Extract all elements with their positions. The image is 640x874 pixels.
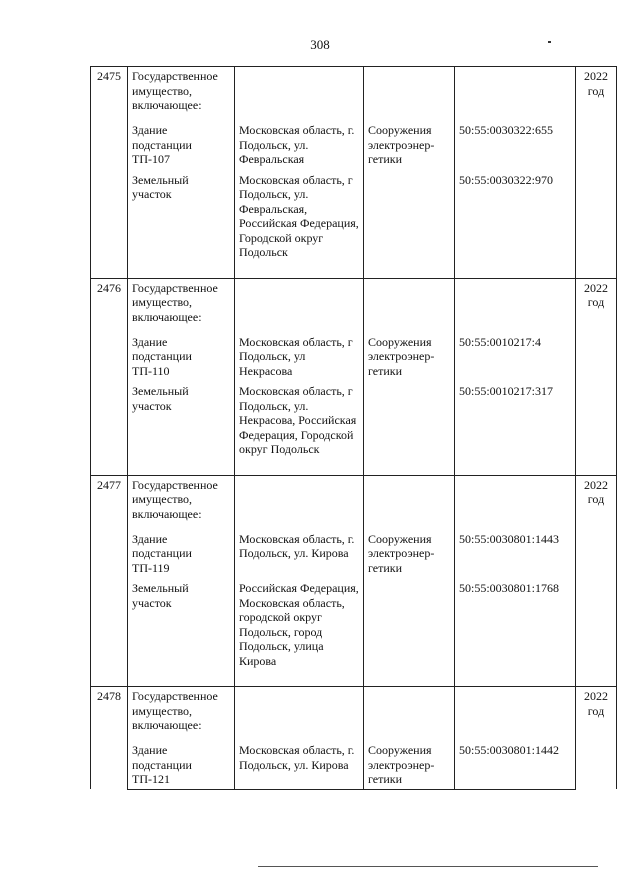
record-title: Государственное имущество, включающее: (128, 687, 235, 740)
empty-cell (455, 278, 576, 331)
property-registry-table (90, 66, 617, 790)
item-row (91, 528, 617, 578)
item-cadastral-number: 50:55:0030322:970 (455, 169, 576, 279)
item-row (91, 739, 617, 789)
record-row-2477 (91, 475, 617, 528)
item-cadastral-number: 50:55:0030801:1442 (455, 739, 576, 789)
item-cadastral-number: 50:55:0010217:4 (455, 331, 576, 381)
item-purpose (364, 577, 455, 687)
empty-cell (364, 278, 455, 331)
item-purpose: Сооружения электроэнер-гетики (364, 331, 455, 381)
item-address: Московская область, г. Подольск, ул. Февральская (235, 119, 364, 169)
record-row-2475 (91, 67, 617, 120)
record-number: 2477 (91, 475, 128, 687)
item-address: Московская область, г Подольск, ул Некрасова (235, 331, 364, 381)
record-title: Государственное имущество, включающее: (128, 475, 235, 528)
record-title: Государственное имущество, включающее: (128, 278, 235, 331)
item-name: Здание подстанции ТП-110 (128, 331, 235, 381)
scan-speck (548, 41, 551, 43)
item-name: Земельный участок (128, 577, 235, 687)
empty-cell (455, 687, 576, 740)
item-address: Московская область, г. Подольск, ул. Кирова (235, 739, 364, 789)
item-address: Московская область, г Подольск, ул. Февральская, Российская Федерация, Городской округ Подольск (235, 169, 364, 279)
record-row-2478 (91, 687, 617, 740)
record-year: 2022 год (576, 278, 617, 475)
empty-cell (235, 278, 364, 331)
record-number: 2476 (91, 278, 128, 475)
empty-cell (455, 67, 576, 120)
empty-cell (364, 475, 455, 528)
record-year: 2022 год (576, 475, 617, 687)
item-cadastral-number: 50:55:0030322:655 (455, 119, 576, 169)
empty-cell (364, 687, 455, 740)
item-address: Российская Федерация, Московская область, городской округ Подольск, город Подольск, улица Кирова (235, 577, 364, 687)
item-purpose: Сооружения электроэнер-гетики (364, 528, 455, 578)
record-number: 2475 (91, 67, 128, 279)
item-cadastral-number: 50:55:0030801:1443 (455, 528, 576, 578)
item-purpose (364, 169, 455, 279)
item-purpose: Сооружения электроэнер-гетики (364, 739, 455, 789)
empty-cell (455, 475, 576, 528)
item-name: Здание подстанции ТП-107 (128, 119, 235, 169)
item-purpose (364, 380, 455, 475)
item-row (91, 577, 617, 687)
empty-cell (235, 67, 364, 120)
page-number: 308 (310, 37, 330, 52)
item-address: Московская область, г. Подольск, ул. Кирова (235, 528, 364, 578)
record-title: Государственное имущество, включающее: (128, 67, 235, 120)
record-row-2476 (91, 278, 617, 331)
footer-rule (258, 866, 598, 867)
item-row (91, 380, 617, 475)
item-name: Здание подстанции ТП-119 (128, 528, 235, 578)
empty-cell (235, 475, 364, 528)
item-name: Земельный участок (128, 169, 235, 279)
empty-cell (364, 67, 455, 120)
item-row (91, 169, 617, 279)
record-year: 2022 год (576, 67, 617, 279)
item-purpose: Сооружения электроэнер-гетики (364, 119, 455, 169)
item-cadastral-number: 50:55:0030801:1768 (455, 577, 576, 687)
empty-cell (235, 687, 364, 740)
item-row (91, 119, 617, 169)
item-name: Здание подстанции ТП-121 (128, 739, 235, 789)
record-year: 2022 год (576, 687, 617, 790)
item-address: Московская область, г Подольск, ул. Некрасова, Российская Федерация, Городской округ Подольск (235, 380, 364, 475)
item-row (91, 331, 617, 381)
item-cadastral-number: 50:55:0010217:317 (455, 380, 576, 475)
record-number: 2478 (91, 687, 128, 790)
item-name: Земельный участок (128, 380, 235, 475)
